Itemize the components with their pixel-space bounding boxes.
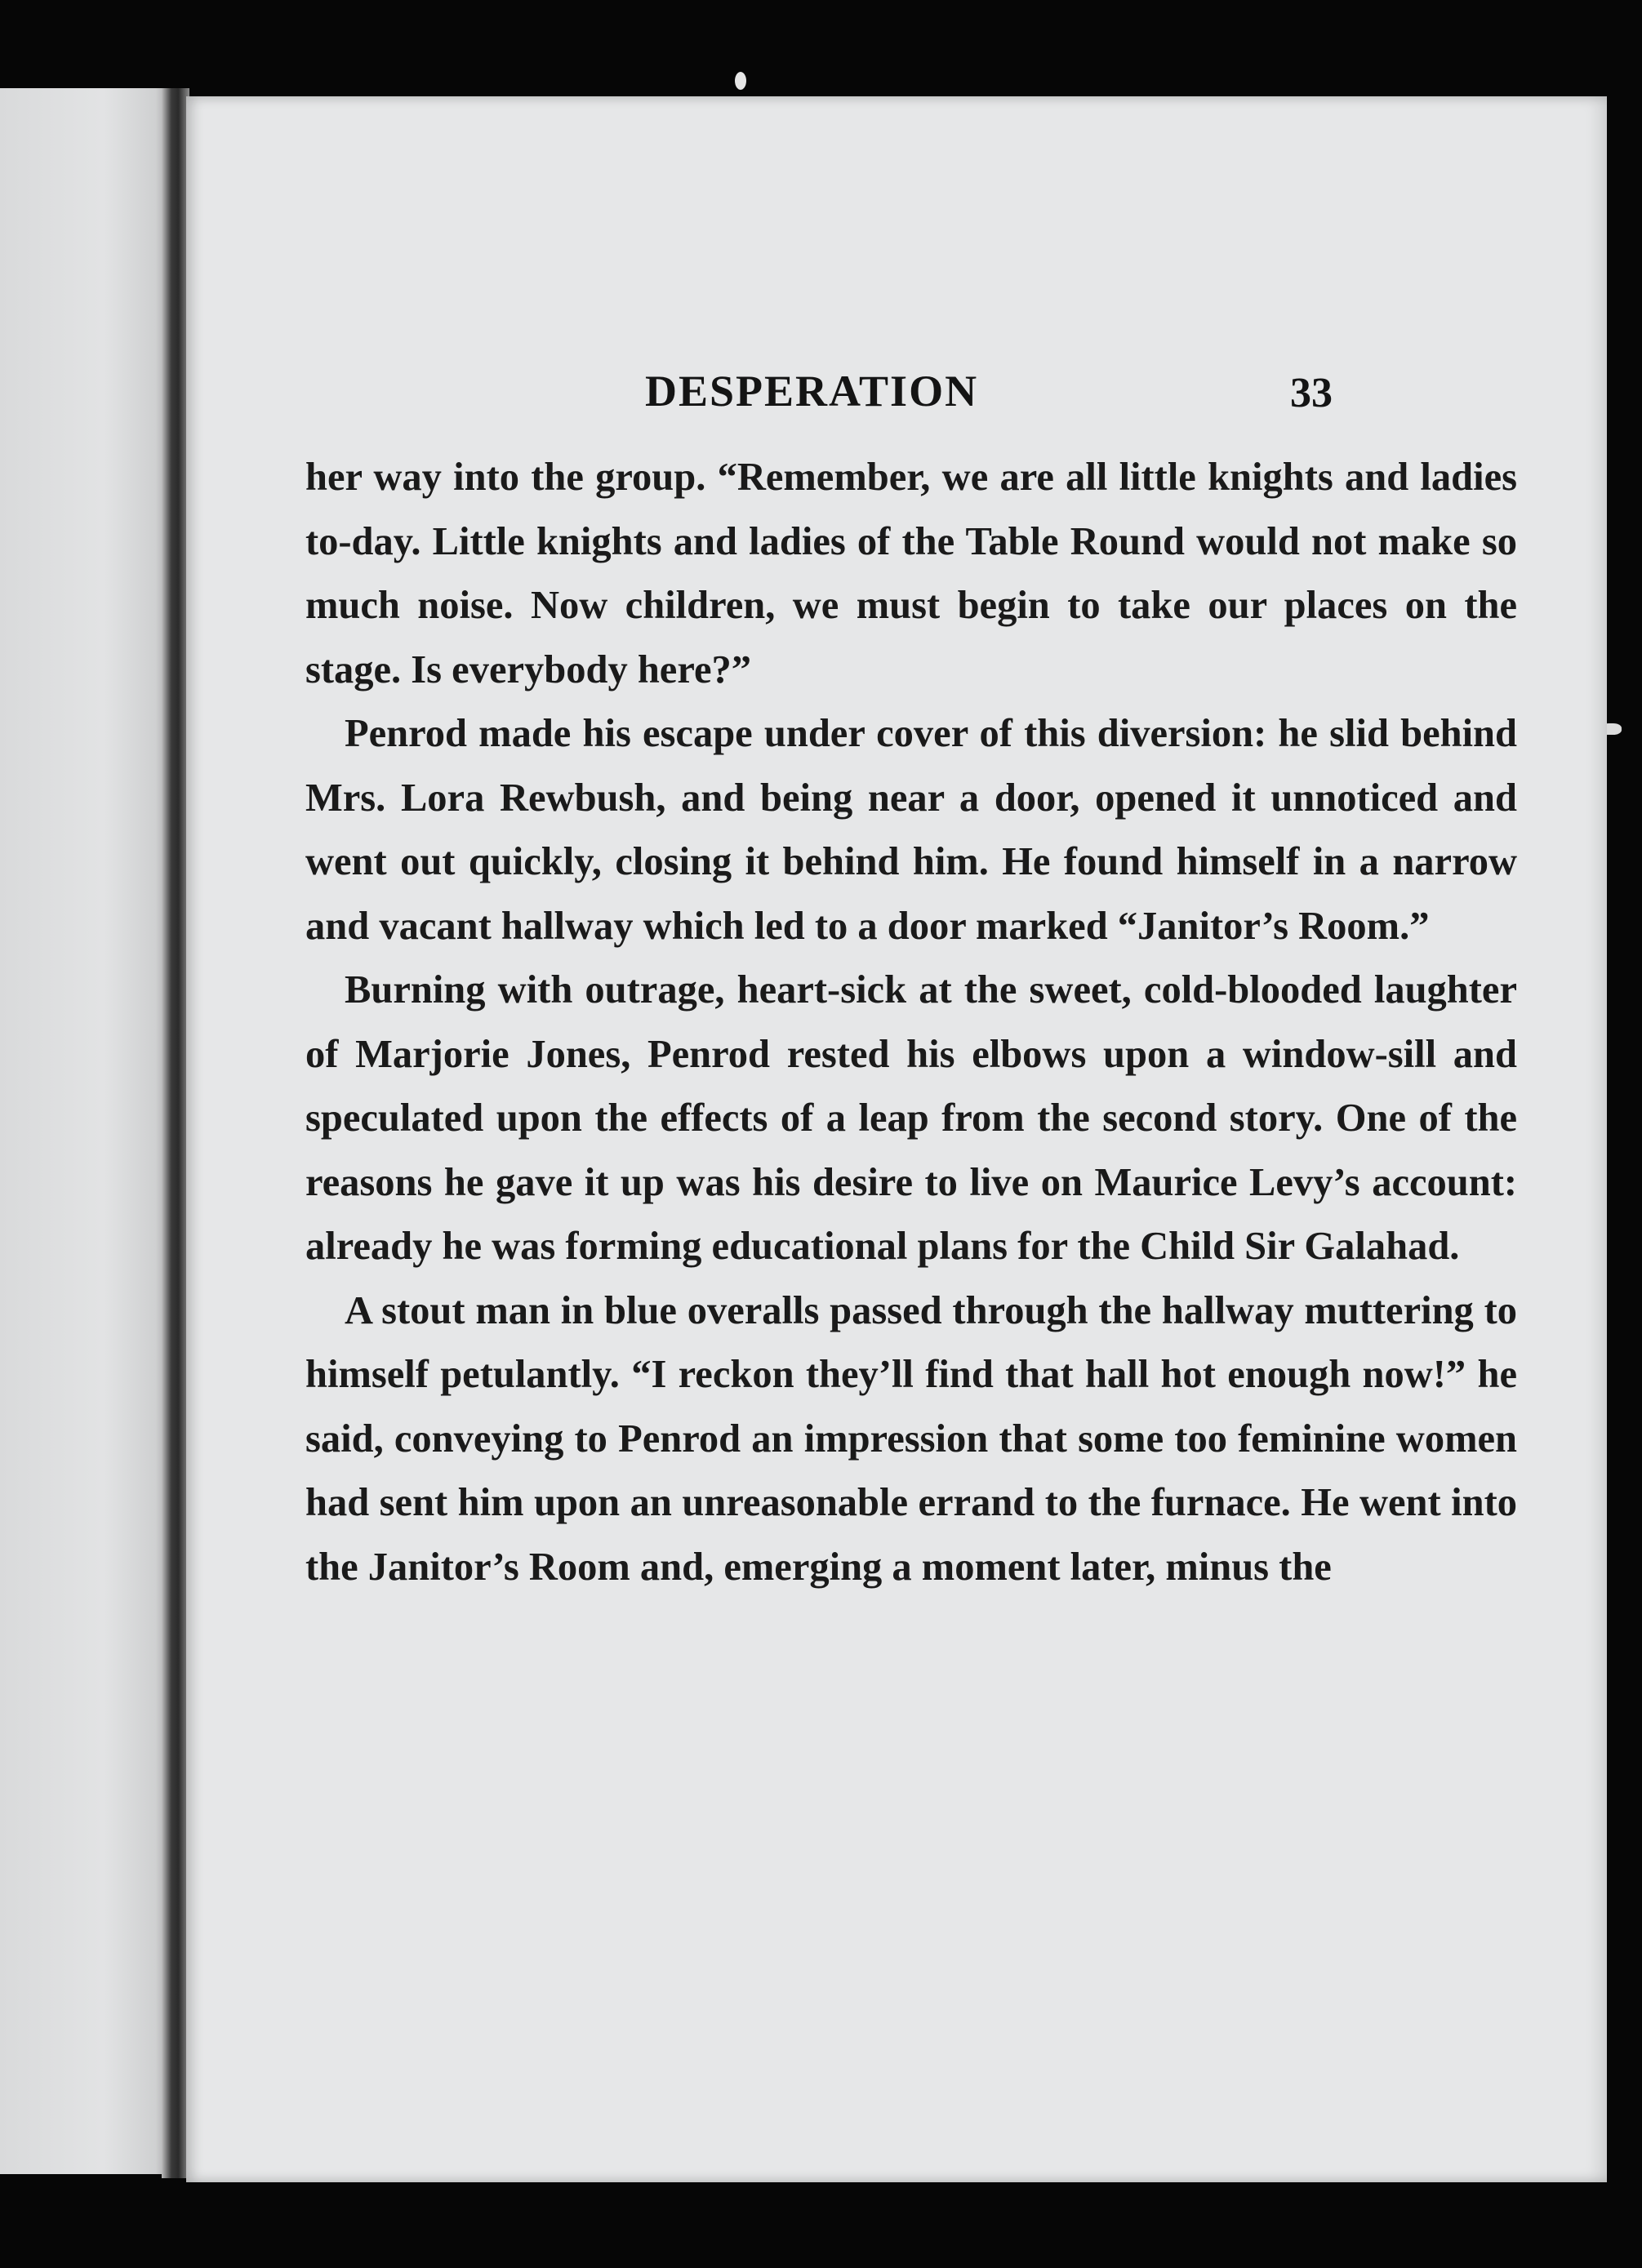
page-number: 33	[1290, 370, 1333, 416]
left-page-edge	[0, 88, 173, 2174]
paragraph-stout-man: A stout man in blue overalls passed through the hallway muttering to himself petulantly. “I reckon they’ll find that hall hot enough now!” he said, conveying to Penrod an impression that some too feminine women had sent him upon an unreasonable errand to the furnace. He went into the Janitor’s Room and, emerging a moment later, minus the	[305, 1288, 1517, 1589]
paragraph-burning-outrage: Burning with outrage, heart-sick at the sweet, cold-blooded laughter of Marjorie Jones, Penrod rested his elbows upon a window-sill and speculated upon the effects of a leap from the second story. One of the reasons he gave it up was his desire to live on Maurice Levy’s account: already he was forming educational plans for the Child Sir Galahad.	[305, 968, 1517, 1268]
book-page	[186, 96, 1607, 2182]
scan-speck	[735, 72, 746, 90]
body-text	[305, 446, 1517, 1599]
paragraph-continuation: her way into the group. “Remember, we are all little knights and ladies to-day. Little knights and ladies of the Table Round would not make so much noise. Now children, we must begin to take our places on the stage. Is everybody here?”	[305, 456, 1517, 692]
chapter-title: DESPERATION	[645, 367, 979, 416]
book-gutter	[162, 88, 189, 2178]
paragraph-penrod-escape: Penrod made his escape under cover of this diversion: he slid behind Mrs. Lora Rewbush, and being near a door, opened it unnoticed and went out quickly, closing it behind him. He found himself in a narrow and vacant hallway which led to a door marked “Janitor’s Room.”	[305, 712, 1517, 948]
running-head	[186, 366, 1607, 423]
